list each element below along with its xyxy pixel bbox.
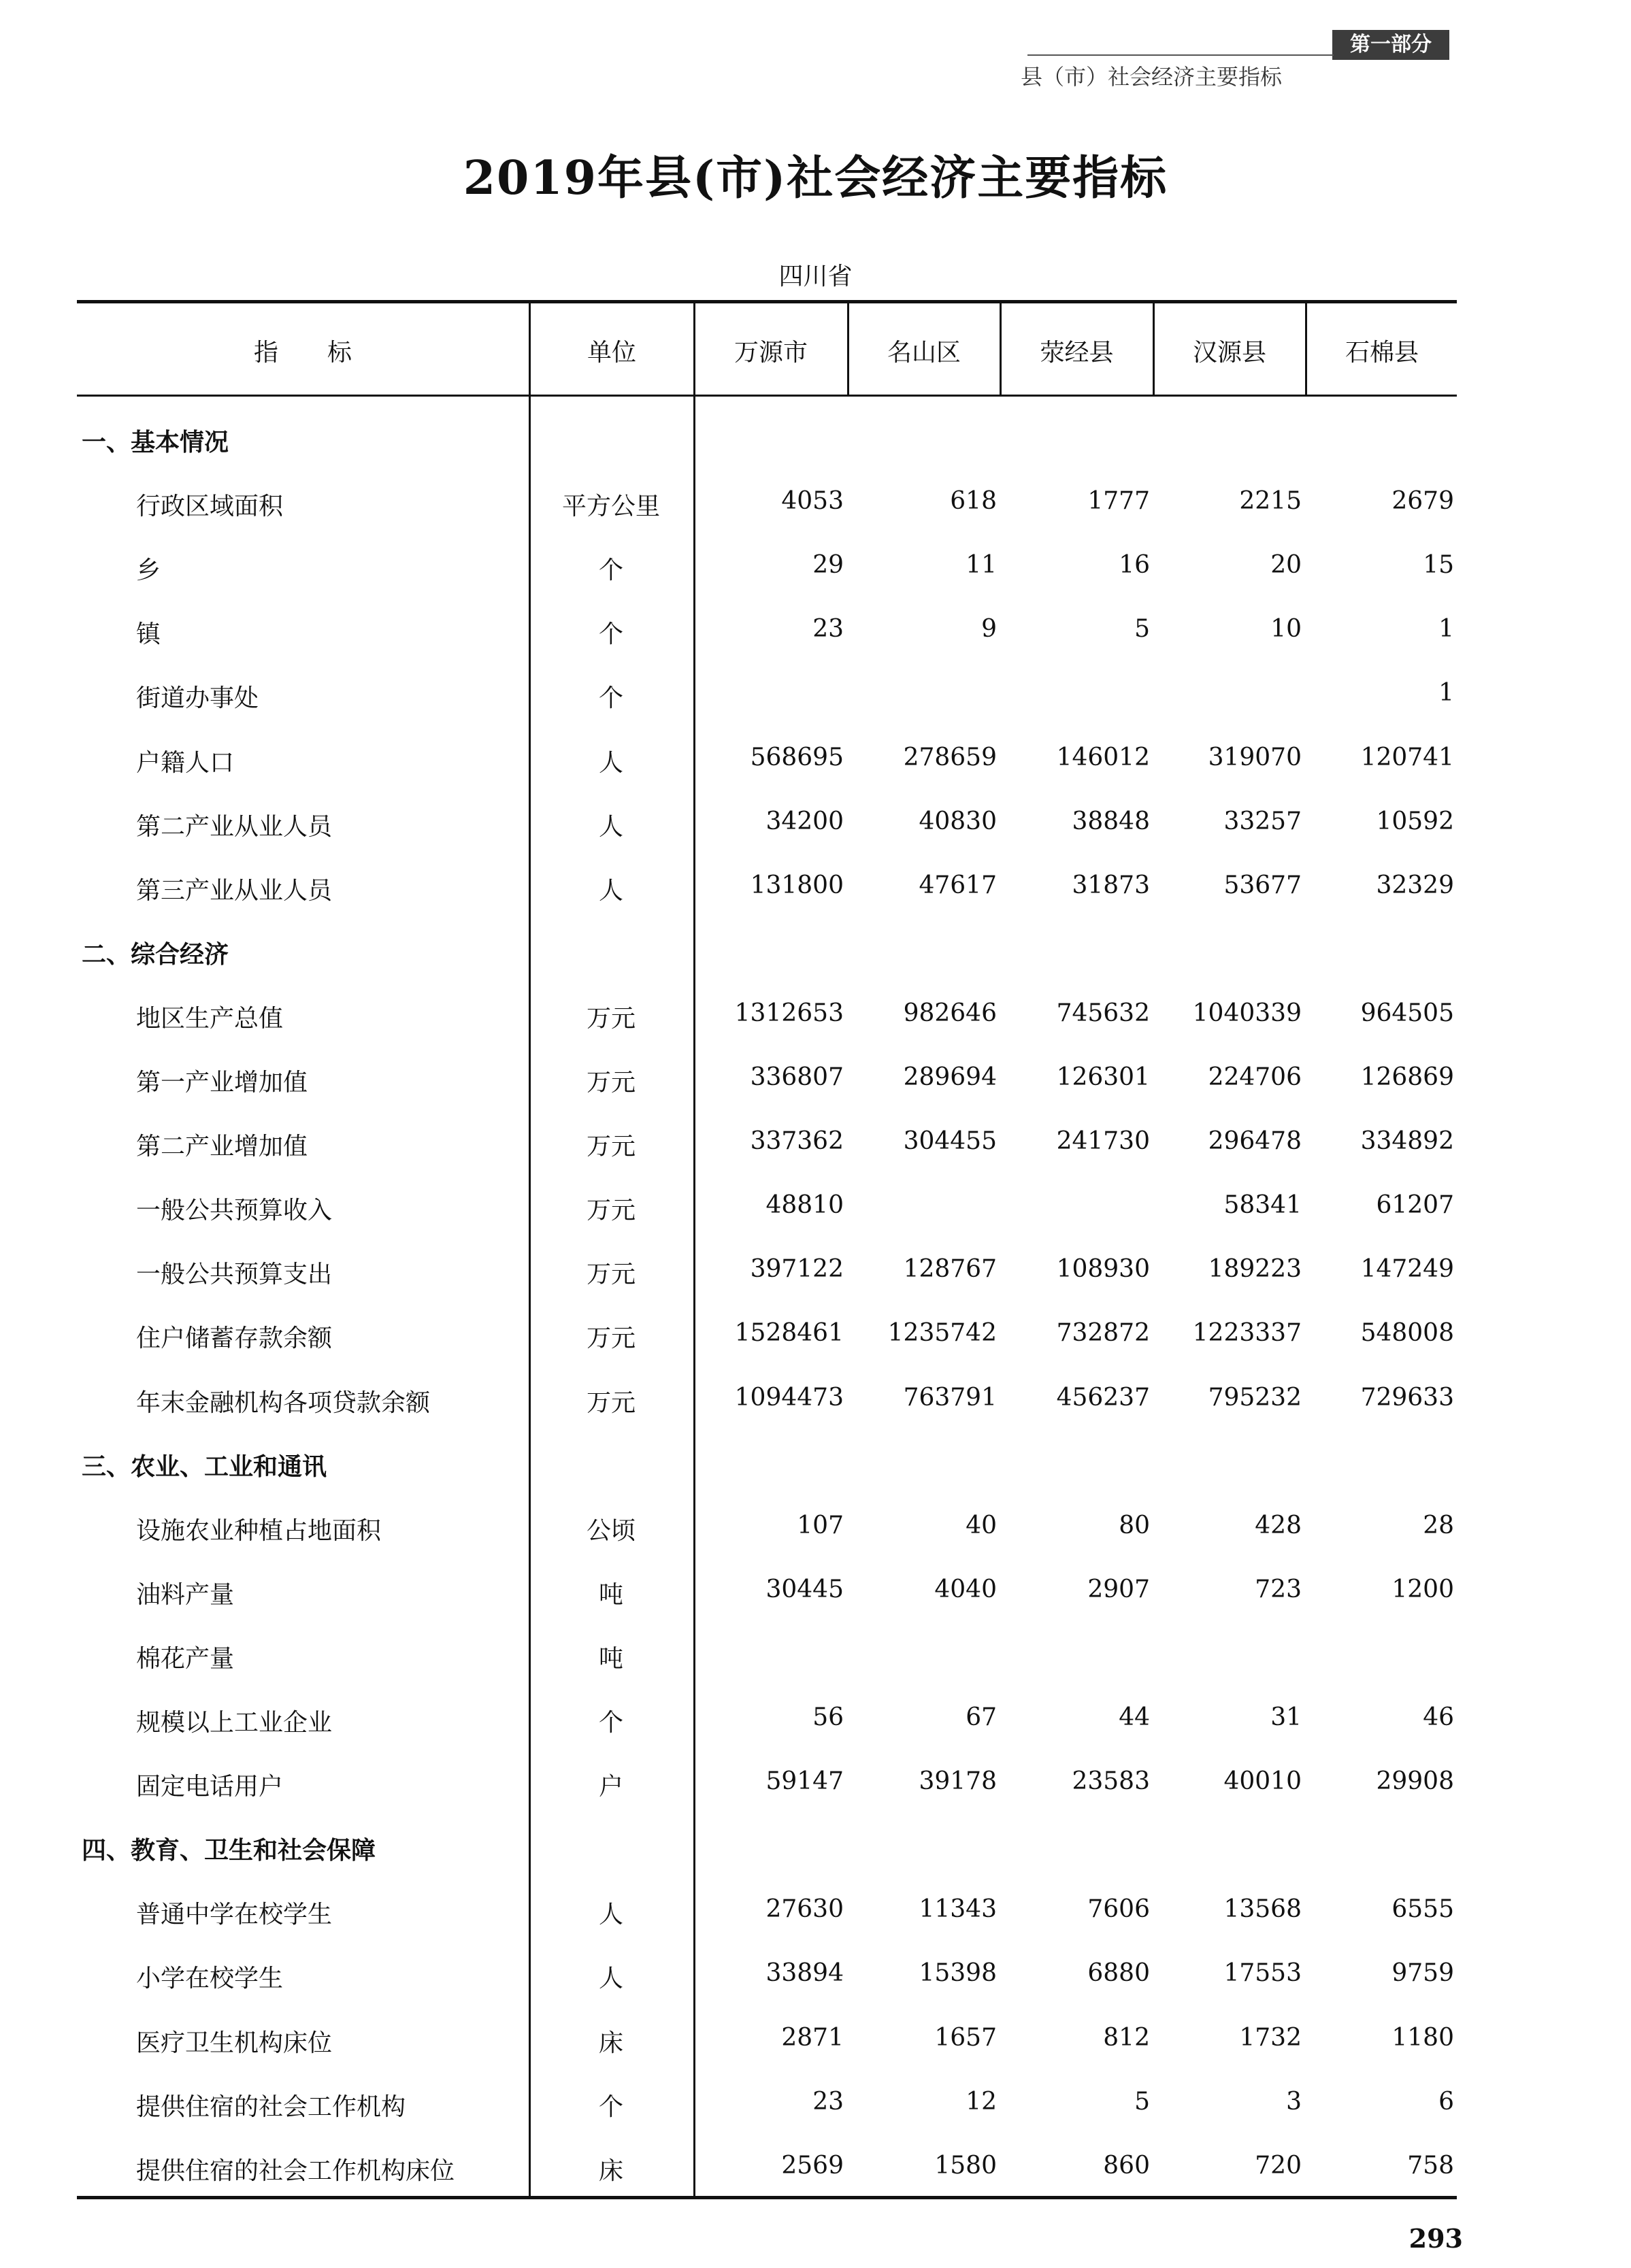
header-county: 名山区 — [887, 339, 961, 367]
value-cell: 745632 — [1056, 999, 1150, 1027]
region-label: 四川省 — [778, 263, 853, 290]
running-header-part: 第一部分 — [1332, 30, 1449, 60]
table-row — [0, 999, 1631, 1063]
value-cell: 6555 — [1391, 1895, 1454, 1924]
table-row — [0, 1959, 1631, 2023]
indicator-label: 户籍人口 — [136, 748, 235, 777]
value-cell: 120741 — [1360, 743, 1454, 771]
value-cell: 1 — [1438, 679, 1454, 707]
indicator-label: 行政区域面积 — [136, 493, 284, 521]
value-cell: 296478 — [1208, 1127, 1302, 1156]
value-cell: 46 — [1423, 1703, 1454, 1731]
indicator-label: 街道办事处 — [136, 684, 259, 713]
value-cell: 1732 — [1239, 2023, 1302, 2052]
unit-cell: 平方公里 — [561, 493, 660, 521]
indicator-label: 第一产业增加值 — [136, 1069, 308, 1097]
indicator-label: 一般公共预算收入 — [136, 1197, 333, 1225]
table-row — [0, 1639, 1631, 1703]
indicator-label: 第二产业增加值 — [136, 1133, 308, 1161]
value-cell: 23583 — [1072, 1767, 1150, 1796]
table-row — [0, 1575, 1631, 1639]
unit-cell: 人 — [598, 876, 623, 905]
indicator-label: 一般公共预算支出 — [136, 1261, 333, 1289]
value-cell: 15 — [1423, 551, 1454, 580]
value-cell: 47617 — [919, 871, 997, 899]
indicator-label: 乡 — [136, 556, 161, 585]
indicator-label: 提供住宿的社会工作机构 — [136, 2092, 406, 2121]
unit-cell: 人 — [598, 1901, 623, 1929]
value-cell: 6 — [1438, 2087, 1454, 2116]
unit-cell: 个 — [598, 1709, 623, 1737]
table-row — [0, 1191, 1631, 1255]
table-row — [0, 1319, 1631, 1383]
value-cell: 1235742 — [887, 1319, 997, 1348]
value-cell: 1223337 — [1192, 1319, 1302, 1348]
value-cell: 2679 — [1391, 487, 1454, 516]
value-cell: 61207 — [1376, 1191, 1454, 1220]
value-cell: 67 — [966, 1703, 997, 1731]
value-cell: 1528461 — [734, 1319, 844, 1348]
value-cell: 758 — [1407, 2151, 1454, 2180]
value-cell: 336807 — [750, 1063, 844, 1091]
value-cell: 9759 — [1391, 1959, 1454, 1988]
table-row — [0, 487, 1631, 551]
indicator-label: 年末金融机构各项贷款余额 — [136, 1388, 431, 1417]
value-cell: 860 — [1103, 2151, 1150, 2180]
value-cell: 397122 — [750, 1255, 844, 1284]
value-cell: 3 — [1286, 2087, 1302, 2116]
table-row — [0, 1255, 1631, 1319]
unit-cell: 床 — [598, 2156, 623, 2185]
unit-cell: 床 — [598, 2029, 623, 2057]
value-cell: 29 — [812, 551, 844, 580]
value-cell: 58341 — [1223, 1191, 1302, 1220]
value-cell: 732872 — [1056, 1319, 1150, 1348]
table-top-rule — [77, 300, 1457, 303]
unit-cell: 人 — [598, 812, 623, 841]
value-cell: 4053 — [781, 487, 844, 516]
value-cell: 2569 — [781, 2151, 844, 2180]
value-cell: 12 — [966, 2087, 997, 2116]
value-cell: 795232 — [1208, 1383, 1302, 1412]
value-cell: 44 — [1119, 1703, 1150, 1731]
indicator-label: 普通中学在校学生 — [136, 1901, 333, 1929]
value-cell: 146012 — [1056, 743, 1150, 771]
value-cell: 723 — [1255, 1575, 1302, 1603]
value-cell: 618 — [950, 487, 997, 516]
value-cell: 1312653 — [734, 999, 844, 1027]
value-cell: 1180 — [1391, 2023, 1454, 2052]
value-cell: 33894 — [765, 1959, 844, 1988]
unit-cell: 个 — [598, 556, 623, 585]
unit-cell: 万元 — [586, 1197, 636, 1225]
unit-cell: 万元 — [586, 1388, 636, 1417]
value-cell: 2907 — [1087, 1575, 1150, 1603]
value-cell: 11 — [966, 551, 997, 580]
value-cell: 5 — [1134, 615, 1150, 644]
value-cell: 763791 — [903, 1383, 997, 1412]
value-cell: 31 — [1270, 1703, 1302, 1731]
value-cell: 1580 — [934, 2151, 997, 2180]
indicator-label: 棉花产量 — [136, 1644, 235, 1673]
value-cell: 278659 — [903, 743, 997, 771]
indicator-label: 第三产业从业人员 — [136, 876, 333, 905]
table-row — [0, 551, 1631, 615]
value-cell: 6880 — [1087, 1959, 1150, 1988]
value-cell: 1777 — [1087, 487, 1150, 516]
value-cell: 337362 — [750, 1127, 844, 1156]
section-heading-row — [0, 1831, 1631, 1895]
value-cell: 2871 — [781, 2023, 844, 2052]
value-cell: 10 — [1270, 615, 1302, 644]
value-cell: 126869 — [1360, 1063, 1454, 1091]
indicator-label: 住户储蓄存款余额 — [136, 1324, 333, 1353]
indicator-label: 镇 — [136, 620, 161, 649]
unit-cell: 万元 — [586, 1133, 636, 1161]
value-cell: 39178 — [919, 1767, 997, 1796]
value-cell: 131800 — [750, 871, 844, 899]
table-row — [0, 1384, 1631, 1448]
value-cell: 30445 — [765, 1575, 844, 1603]
section-heading-row — [0, 423, 1631, 487]
value-cell: 1200 — [1391, 1575, 1454, 1603]
indicator-label: 固定电话用户 — [136, 1773, 284, 1801]
section-heading: 四、教育、卫生和社会保障 — [82, 1837, 376, 1865]
value-cell: 720 — [1255, 2151, 1302, 2180]
header-county: 汉源县 — [1192, 339, 1266, 367]
header-unit: 单位 — [587, 339, 636, 367]
unit-cell: 公顷 — [586, 1516, 636, 1545]
unit-cell: 人 — [598, 1965, 623, 1993]
unit-cell: 万元 — [586, 1069, 636, 1097]
value-cell: 56 — [812, 1703, 844, 1731]
value-cell: 34200 — [765, 807, 844, 835]
value-cell: 80 — [1119, 1511, 1150, 1539]
value-cell: 5 — [1134, 2087, 1150, 2116]
unit-cell: 个 — [598, 684, 623, 713]
value-cell: 9 — [981, 615, 997, 644]
value-cell: 241730 — [1056, 1127, 1150, 1156]
value-cell: 7606 — [1087, 1895, 1150, 1924]
table-row — [0, 1127, 1631, 1191]
header-county: 万源市 — [734, 339, 808, 367]
unit-cell: 户 — [598, 1773, 623, 1801]
section-heading: 二、综合经济 — [82, 940, 229, 969]
value-cell: 40010 — [1223, 1767, 1302, 1796]
table-row — [0, 1063, 1631, 1127]
header-county: 荥经县 — [1040, 339, 1114, 367]
value-cell: 334892 — [1360, 1127, 1454, 1156]
value-cell: 23 — [812, 2087, 844, 2116]
indicator-label: 第二产业从业人员 — [136, 812, 333, 841]
table-header-rule — [77, 395, 1457, 397]
value-cell: 38848 — [1072, 807, 1150, 835]
value-cell: 10592 — [1376, 807, 1454, 835]
table-row — [0, 1512, 1631, 1575]
value-cell: 32329 — [1376, 871, 1454, 899]
value-cell: 456237 — [1056, 1383, 1150, 1412]
table-row — [0, 2152, 1631, 2216]
value-cell: 40 — [966, 1511, 997, 1539]
table-row — [0, 615, 1631, 679]
header-indicator: 指 标 — [253, 339, 352, 367]
value-cell: 319070 — [1208, 743, 1302, 771]
value-cell: 1657 — [934, 2023, 997, 2052]
value-cell: 1094473 — [734, 1383, 844, 1412]
value-cell: 11343 — [919, 1895, 997, 1924]
value-cell: 48810 — [765, 1191, 844, 1220]
value-cell: 23 — [812, 615, 844, 644]
table-row — [0, 1703, 1631, 1767]
value-cell: 28 — [1423, 1511, 1454, 1539]
value-cell: 17553 — [1223, 1959, 1302, 1988]
value-cell: 982646 — [903, 999, 997, 1027]
table-row — [0, 807, 1631, 871]
value-cell: 147249 — [1360, 1255, 1454, 1284]
unit-cell: 吨 — [598, 1580, 623, 1609]
value-cell: 108930 — [1056, 1255, 1150, 1284]
unit-cell: 个 — [598, 2092, 623, 2121]
value-cell: 107 — [797, 1511, 844, 1539]
table-row — [0, 679, 1631, 743]
value-cell: 33257 — [1223, 807, 1302, 835]
value-cell: 729633 — [1360, 1383, 1454, 1412]
section-heading-row — [0, 935, 1631, 999]
page-title: 2019年县(市)社会经济主要指标 — [463, 151, 1168, 205]
header-county: 石棉县 — [1345, 339, 1419, 367]
value-cell: 4040 — [934, 1575, 997, 1603]
table-row — [0, 2088, 1631, 2152]
indicator-label: 油料产量 — [136, 1580, 235, 1609]
running-header-rule — [1027, 54, 1334, 56]
value-cell: 13568 — [1223, 1895, 1302, 1924]
value-cell: 128767 — [903, 1255, 997, 1284]
value-cell: 16 — [1119, 551, 1150, 580]
section-heading-row — [0, 1448, 1631, 1512]
value-cell: 2215 — [1239, 487, 1302, 516]
unit-cell: 吨 — [598, 1644, 623, 1673]
indicator-label: 小学在校学生 — [136, 1965, 284, 1993]
value-cell: 1040339 — [1192, 999, 1302, 1027]
indicator-label: 医疗卫生机构床位 — [136, 2029, 333, 2057]
value-cell: 548008 — [1360, 1319, 1454, 1348]
value-cell: 15398 — [919, 1959, 997, 1988]
indicator-label: 设施农业种植占地面积 — [136, 1516, 382, 1545]
section-heading: 一、基本情况 — [82, 429, 229, 456]
unit-cell: 人 — [598, 748, 623, 777]
value-cell: 20 — [1270, 551, 1302, 580]
table-row — [0, 1895, 1631, 1959]
indicator-label: 规模以上工业企业 — [136, 1709, 333, 1737]
value-cell: 1 — [1438, 615, 1454, 644]
table-row — [0, 871, 1631, 935]
unit-cell: 个 — [598, 620, 623, 649]
value-cell: 304455 — [903, 1127, 997, 1156]
unit-cell: 万元 — [586, 1261, 636, 1289]
value-cell: 126301 — [1056, 1063, 1150, 1091]
value-cell: 59147 — [765, 1767, 844, 1796]
value-cell: 289694 — [903, 1063, 997, 1091]
unit-cell: 万元 — [586, 1004, 636, 1033]
value-cell: 428 — [1255, 1511, 1302, 1539]
section-heading: 三、农业、工业和通讯 — [82, 1452, 327, 1481]
value-cell: 27630 — [765, 1895, 844, 1924]
running-header-section: 县（市）社会经济主要指标 — [1021, 64, 1283, 90]
table-row — [0, 744, 1631, 807]
value-cell: 31873 — [1072, 871, 1150, 899]
indicator-label: 地区生产总值 — [136, 1004, 284, 1033]
unit-cell: 万元 — [586, 1324, 636, 1353]
table-row — [0, 2024, 1631, 2088]
value-cell: 812 — [1103, 2023, 1150, 2052]
indicator-label: 提供住宿的社会工作机构床位 — [136, 2156, 455, 2185]
table-row — [0, 1767, 1631, 1831]
value-cell: 29908 — [1376, 1767, 1454, 1796]
value-cell: 964505 — [1360, 999, 1454, 1027]
page-number: 293 — [1408, 2223, 1463, 2254]
value-cell: 224706 — [1208, 1063, 1302, 1091]
value-cell: 568695 — [750, 743, 844, 771]
value-cell: 53677 — [1223, 871, 1302, 899]
value-cell: 40830 — [919, 807, 997, 835]
value-cell: 189223 — [1208, 1255, 1302, 1284]
